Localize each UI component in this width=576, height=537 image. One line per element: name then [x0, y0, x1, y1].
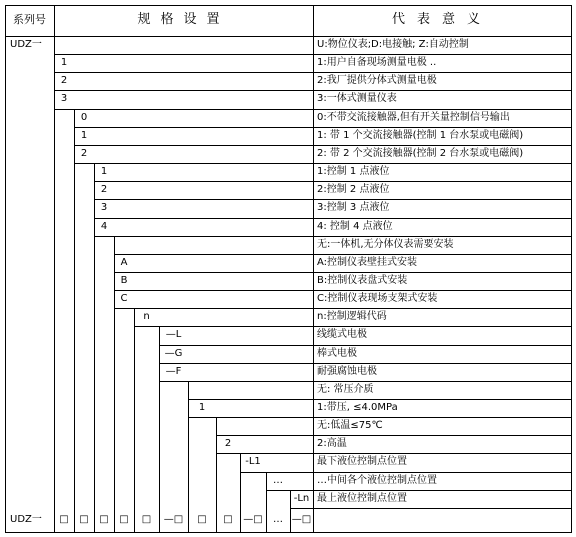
spec-meaning: 无: 常压介质	[317, 383, 374, 395]
stair-row-divider	[54, 90, 314, 91]
spec-meaning: 3:一体式测量仪表	[317, 93, 397, 105]
spec-meaning: U:物位仪表;D:电接触; Z:自动控制	[317, 39, 469, 50]
spec-code: —G	[164, 347, 183, 359]
template-cell: □	[197, 513, 207, 525]
spec-code: —L	[165, 329, 182, 341]
spec-meaning: 最上液位控制点位置	[317, 492, 407, 504]
spec-code: 2	[60, 75, 68, 87]
spec-meaning: 1:带压, ≤4.0MPa	[317, 402, 398, 413]
series-code: UDZ一	[10, 39, 42, 50]
spec-meaning: 2:控制 2 点液位	[317, 184, 390, 196]
spec-code: n	[143, 311, 150, 323]
spec-meaning: 1:用户自备现场测量电极 ..	[317, 57, 437, 69]
stair-col-divider	[216, 417, 217, 509]
spec-code: 1	[80, 129, 88, 141]
spec-meaning: 2:高温	[317, 438, 347, 450]
stair-row-divider	[94, 218, 314, 219]
spec-code: 1	[60, 57, 68, 69]
spec-meaning: 耐强腐蚀电极	[317, 365, 377, 377]
header-spec-settings: 规格设置	[137, 12, 230, 27]
spec-meaning: B:控制仪表盘式安装	[317, 274, 408, 286]
spec-meaning: 棒式电极	[317, 347, 357, 359]
spec-code: -L1	[245, 456, 261, 468]
spec-meaning: 线缆式电极	[317, 329, 367, 341]
spec-code: 2	[224, 438, 232, 450]
template-cell: □	[59, 513, 69, 525]
stair-row-divider	[54, 54, 314, 55]
template-cell: …	[273, 513, 283, 525]
spec-code: B	[120, 274, 128, 286]
template-cell: □	[99, 513, 109, 525]
header-meaning: 代表意义	[391, 12, 492, 27]
template-series-code: UDZ一	[10, 513, 42, 525]
spec-code: 3	[60, 93, 68, 105]
spec-meaning: 无:一体机,无分体仪表需要安装	[317, 238, 454, 250]
stair-row-divider	[54, 72, 314, 73]
spec-code: 3	[100, 202, 108, 214]
spec-meaning: 1: 带 1 个交流接触器(控制 1 台水泵或电磁阀)	[317, 129, 524, 141]
meaning-col-divider	[313, 36, 314, 533]
spec-code: 1	[100, 166, 108, 178]
table-border-left	[5, 5, 6, 533]
spec-meaning: 1:控制 1 点液位	[317, 166, 390, 178]
spec-code: 2	[100, 184, 108, 196]
spec-meaning: n:控制逻辑代码	[317, 311, 387, 323]
spec-code: A	[120, 256, 128, 268]
spec-meaning: 4: 控制 4 点液位	[317, 220, 393, 232]
header-divider	[5, 36, 572, 37]
stair-row-divider	[94, 236, 314, 237]
template-cell: □	[79, 513, 89, 525]
stair-row-divider	[74, 127, 314, 128]
spec-meaning: 2:我厂提供分体式测量电极	[317, 75, 437, 87]
stair-row-divider	[114, 254, 314, 255]
spec-meaning: A:控制仪表壁挂式安装	[317, 256, 418, 268]
spec-meaning: 3:控制 3 点液位	[317, 202, 390, 214]
meaning-row-divider	[313, 435, 572, 436]
spec-meaning: 无:低温≤75℃	[317, 420, 383, 432]
spec-code: —F	[165, 365, 182, 377]
table-border-bottom	[5, 532, 572, 533]
stair-row-divider	[290, 508, 314, 509]
stair-row-divider	[188, 417, 314, 418]
spec-code: 4	[100, 220, 108, 232]
spec-code: 0	[80, 111, 88, 123]
template-cell: □	[223, 513, 233, 525]
spec-meaning: 2: 带 2 个交流接触器(控制 2 台水泵或电磁阀)	[317, 147, 524, 159]
stair-row-divider	[94, 181, 314, 182]
template-cell: □	[119, 513, 129, 525]
template-cell: —□	[163, 513, 184, 525]
template-cell: —□	[291, 513, 312, 525]
template-cell: —□	[243, 513, 263, 525]
stair-row-divider	[94, 199, 314, 200]
stair-col-divider	[74, 109, 75, 509]
template-cell-divider	[313, 508, 314, 533]
stair-col-divider	[54, 54, 55, 509]
spec-code: C	[120, 293, 128, 305]
stair-row-divider	[114, 290, 314, 291]
stair-row-divider	[114, 272, 314, 273]
spec-meaning: 最下液位控制点位置	[317, 456, 407, 468]
template-cell: □	[141, 513, 152, 525]
spec-code: 1	[198, 402, 206, 413]
meaning-row-divider	[313, 508, 572, 509]
spec-meaning: …中间各个液位控制点位置	[317, 474, 437, 486]
stair-row-divider	[159, 381, 314, 382]
spec-code: …	[273, 474, 283, 486]
header-series: 系列号	[13, 13, 46, 26]
spec-meaning: 0:不带交流接触器,但有开关量控制信号输出	[317, 111, 510, 123]
stair-col-divider	[134, 308, 135, 509]
spec-meaning: C:控制仪表现场支架式安装	[317, 293, 438, 305]
stair-row-divider	[74, 145, 314, 146]
spec-code: -Ln	[293, 492, 310, 504]
spec-code: 2	[80, 147, 88, 159]
